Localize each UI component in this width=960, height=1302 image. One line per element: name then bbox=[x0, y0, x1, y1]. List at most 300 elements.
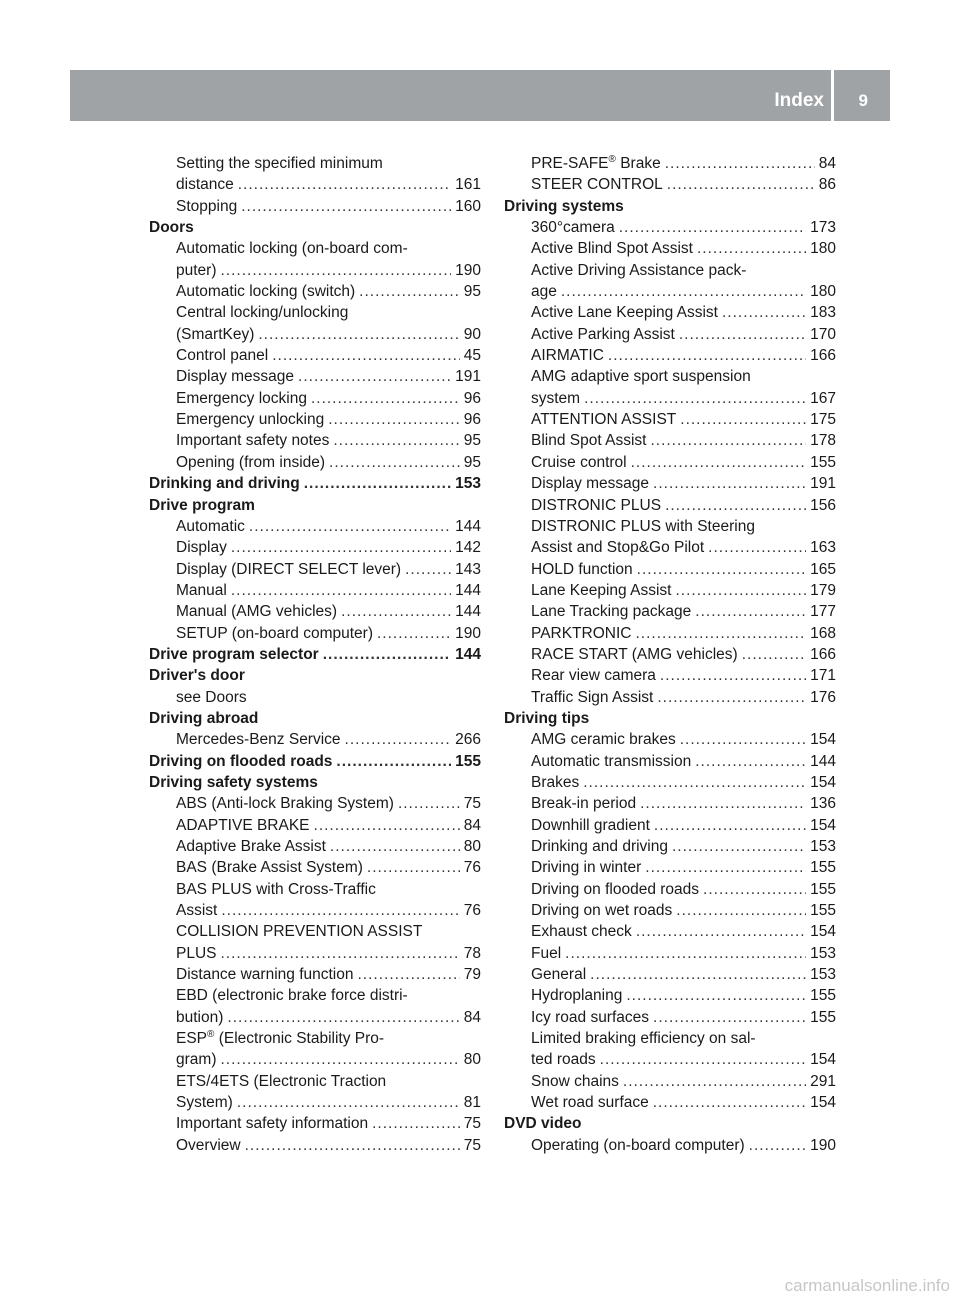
dot-leader bbox=[304, 473, 451, 494]
entry-label: Drinking and driving bbox=[531, 838, 668, 855]
entry-text bbox=[176, 793, 394, 814]
page-ref: 155 bbox=[810, 859, 836, 877]
index-subentry bbox=[504, 857, 836, 878]
index-subentry bbox=[504, 324, 836, 345]
entry-label: Active Lane Keeping Assist bbox=[531, 304, 718, 322]
entry-text bbox=[176, 836, 326, 857]
entry-label: Driver's door bbox=[149, 667, 245, 685]
entry-label: AIRMATIC bbox=[531, 347, 604, 365]
entry-label: Central locking/unlocking bbox=[176, 304, 349, 322]
entry-text bbox=[176, 537, 227, 558]
dot-leader bbox=[398, 793, 460, 814]
page-ref: 168 bbox=[810, 624, 836, 642]
index-subentry bbox=[504, 943, 836, 964]
index-subentry bbox=[149, 623, 481, 644]
page-ref: 86 bbox=[818, 176, 836, 194]
dot-leader bbox=[660, 665, 806, 686]
dot-leader bbox=[258, 324, 459, 345]
page-ref: 45 bbox=[463, 347, 481, 365]
entry-text bbox=[531, 1135, 745, 1156]
page-ref: 166 bbox=[810, 645, 836, 663]
index-subentry bbox=[504, 729, 836, 750]
dot-leader bbox=[249, 516, 451, 537]
dot-leader bbox=[405, 559, 451, 580]
dot-leader bbox=[695, 601, 806, 622]
registered-mark: ® bbox=[608, 153, 616, 165]
page-number: 9 bbox=[858, 91, 868, 110]
entry-text bbox=[176, 452, 325, 473]
entry-text bbox=[531, 751, 691, 772]
entry-text bbox=[176, 1073, 386, 1090]
dot-leader bbox=[749, 1135, 806, 1156]
page-ref: 96 bbox=[463, 389, 481, 407]
entry-label: Driving on flooded roads bbox=[531, 880, 700, 898]
dot-leader bbox=[626, 985, 806, 1006]
index-subentry bbox=[504, 238, 836, 259]
page-ref: 179 bbox=[810, 581, 836, 599]
watermark: carmanualsonline.info bbox=[784, 1276, 950, 1295]
page-ref: 84 bbox=[818, 155, 836, 172]
page-ref: 190 bbox=[810, 1136, 836, 1154]
page-ref: 190 bbox=[455, 624, 481, 642]
index-subentry-line bbox=[149, 1028, 481, 1049]
entry-text bbox=[176, 1049, 216, 1070]
entry-label: ETS/4ETS (Electronic Traction bbox=[176, 1072, 387, 1090]
header-bar bbox=[70, 70, 890, 121]
entry-label: AMG ceramic brakes bbox=[531, 731, 676, 749]
index-subentry bbox=[504, 1049, 836, 1070]
index-subentry-line bbox=[149, 687, 481, 708]
entry-label: Driving on wet roads bbox=[531, 902, 673, 920]
page-ref: 160 bbox=[455, 197, 481, 215]
index-subentry bbox=[504, 601, 836, 622]
index-subentry bbox=[504, 430, 836, 451]
entry-label: DVD video bbox=[504, 1115, 582, 1133]
index-subentry bbox=[504, 687, 836, 708]
entry-text bbox=[176, 559, 401, 580]
entry-text bbox=[531, 217, 615, 238]
entry-text bbox=[504, 1115, 582, 1132]
entry-label: PARKTRONIC bbox=[531, 624, 632, 642]
page-ref: 136 bbox=[810, 795, 836, 813]
dot-leader bbox=[584, 388, 806, 409]
page-ref: 144 bbox=[455, 581, 481, 599]
entry-text bbox=[531, 1030, 756, 1047]
dot-leader bbox=[358, 964, 460, 985]
dot-leader bbox=[231, 580, 451, 601]
entry-text bbox=[531, 262, 746, 279]
dot-leader bbox=[565, 943, 806, 964]
entry-label: 360°camera bbox=[531, 219, 615, 237]
index-subentry-line bbox=[504, 260, 836, 281]
entry-text bbox=[531, 473, 649, 494]
entry-label: ATTENTION ASSIST bbox=[531, 411, 677, 429]
entry-label: Driving on flooded roads bbox=[149, 752, 333, 770]
index-subentry bbox=[149, 857, 481, 878]
page-ref: 95 bbox=[463, 453, 481, 471]
page-ref: 75 bbox=[463, 795, 481, 813]
page-ref: 84 bbox=[463, 816, 481, 834]
entry-label: Opening (from inside) bbox=[176, 453, 326, 471]
entry-text bbox=[149, 219, 194, 236]
index-subentry bbox=[149, 537, 481, 558]
entry-label: Control panel bbox=[176, 347, 269, 365]
index-subentry bbox=[149, 559, 481, 580]
entry-text bbox=[176, 516, 245, 537]
page-ref: 155 bbox=[810, 1008, 836, 1026]
page-ref: 291 bbox=[810, 1072, 836, 1090]
entry-label: Active Driving Assistance pack- bbox=[531, 261, 747, 279]
dot-leader bbox=[722, 302, 806, 323]
entry-label: AMG adaptive sport suspension bbox=[531, 368, 751, 386]
entry-text bbox=[176, 304, 348, 321]
entry-label: SETUP (on-board computer) bbox=[176, 624, 373, 642]
dot-leader bbox=[640, 793, 806, 814]
entry-label: Doors bbox=[149, 219, 194, 237]
index-subentry bbox=[149, 430, 481, 451]
page-ref: 165 bbox=[810, 560, 836, 578]
registered-mark: ® bbox=[207, 1028, 215, 1040]
entry-text bbox=[531, 665, 656, 686]
index-subentry-line bbox=[149, 985, 481, 1006]
index-subentry bbox=[149, 1113, 481, 1134]
dot-leader bbox=[367, 857, 460, 878]
entry-label: Display bbox=[176, 539, 227, 557]
entry-text bbox=[176, 324, 254, 345]
index-subentry-line bbox=[504, 516, 836, 537]
dot-leader bbox=[631, 452, 807, 473]
dot-leader bbox=[680, 409, 806, 430]
index-subentry bbox=[504, 153, 836, 174]
page-ref: 144 bbox=[455, 603, 481, 621]
index-heading bbox=[504, 196, 836, 217]
page-ref: 84 bbox=[463, 1008, 481, 1026]
index-subentry bbox=[149, 1007, 481, 1028]
dot-leader bbox=[238, 174, 451, 195]
index-subentry-line bbox=[149, 153, 481, 174]
page-ref: 144 bbox=[455, 517, 481, 535]
entry-text bbox=[176, 409, 324, 430]
page-ref: 167 bbox=[810, 389, 836, 407]
dot-leader bbox=[221, 943, 460, 964]
dot-leader bbox=[298, 366, 451, 387]
entry-label: Drive program selector bbox=[149, 645, 319, 663]
entry-text bbox=[531, 793, 636, 814]
entry-text bbox=[531, 174, 663, 195]
index-subentry bbox=[504, 473, 836, 494]
page-ref: 154 bbox=[810, 773, 836, 791]
page-ref: 183 bbox=[810, 304, 836, 322]
entry-label: Mercedes-Benz Service bbox=[176, 731, 341, 749]
dot-leader bbox=[680, 729, 806, 750]
index-subentry bbox=[504, 921, 836, 942]
page-ref: 166 bbox=[810, 347, 836, 365]
entry-label: Adaptive Brake Assist bbox=[176, 838, 326, 855]
page-ref: 154 bbox=[810, 731, 836, 749]
entry-text bbox=[176, 689, 247, 706]
page-ref: 155 bbox=[455, 752, 481, 770]
entry-label: Brakes bbox=[531, 773, 580, 791]
index-heading bbox=[149, 495, 481, 516]
page-ref: 81 bbox=[463, 1094, 481, 1112]
dot-leader bbox=[221, 260, 452, 281]
entry-label: STEER CONTROL bbox=[531, 176, 663, 194]
index-heading bbox=[149, 665, 481, 686]
entry-label: Emergency unlocking bbox=[176, 411, 325, 429]
entry-text bbox=[531, 518, 755, 535]
page-ref: 191 bbox=[455, 368, 481, 386]
entry-label: Downhill gradient bbox=[531, 816, 650, 834]
entry-text bbox=[531, 836, 668, 857]
page-ref: 175 bbox=[810, 411, 836, 429]
entry-text bbox=[531, 324, 675, 345]
dot-leader bbox=[241, 196, 451, 217]
dot-leader bbox=[377, 623, 451, 644]
index-column-right bbox=[504, 153, 836, 1156]
entry-text bbox=[176, 1030, 384, 1047]
entry-label: system bbox=[531, 389, 581, 407]
entry-label: Rear view camera bbox=[531, 667, 656, 685]
dot-leader bbox=[679, 324, 806, 345]
dot-leader bbox=[672, 836, 806, 857]
index-subentry bbox=[504, 1071, 836, 1092]
dot-leader bbox=[653, 473, 806, 494]
page-ref: 75 bbox=[463, 1136, 481, 1154]
index-subentry bbox=[504, 452, 836, 473]
entry-label: PLUS bbox=[176, 944, 217, 962]
entry-label: Stopping bbox=[176, 197, 238, 215]
entry-label: Display message bbox=[531, 475, 650, 493]
index-subentry bbox=[149, 729, 481, 750]
index-subentry bbox=[149, 1135, 481, 1156]
entry-text bbox=[531, 495, 661, 516]
entry-label: Driving systems bbox=[504, 197, 624, 215]
page-ref: 143 bbox=[455, 560, 481, 578]
index-subentry bbox=[149, 601, 481, 622]
dot-leader bbox=[220, 1049, 459, 1070]
page-ref: 155 bbox=[810, 880, 836, 898]
entry-text bbox=[531, 368, 751, 385]
entry-label: (SmartKey) bbox=[176, 325, 255, 343]
page-ref: 155 bbox=[810, 902, 836, 920]
index-subentry-line bbox=[149, 1071, 481, 1092]
page-ref: 155 bbox=[810, 987, 836, 1005]
index-subentry bbox=[504, 772, 836, 793]
entry-label: Automatic transmission bbox=[531, 752, 692, 770]
dot-leader bbox=[272, 345, 460, 366]
index-subentry bbox=[149, 900, 481, 921]
index-subentry bbox=[149, 793, 481, 814]
dot-leader bbox=[650, 430, 806, 451]
index-subentry bbox=[504, 900, 836, 921]
page-ref: 163 bbox=[810, 539, 836, 557]
entry-label: Drive program bbox=[149, 496, 255, 514]
index-column-left bbox=[149, 153, 481, 1156]
entry-text bbox=[531, 644, 738, 665]
index-subentry bbox=[149, 366, 481, 387]
page-ref: 76 bbox=[463, 859, 481, 877]
dot-leader bbox=[333, 430, 459, 451]
index-subentry bbox=[504, 623, 836, 644]
entry-label: Automatic locking (switch) bbox=[176, 283, 356, 301]
entry-label: Wet road surface bbox=[531, 1094, 649, 1112]
entry-text bbox=[531, 623, 631, 644]
page-ref: 153 bbox=[810, 838, 836, 855]
entry-label: gram) bbox=[176, 1051, 217, 1069]
page-ref: 170 bbox=[810, 325, 836, 343]
entry-text bbox=[176, 857, 363, 878]
entry-label: ADAPTIVE BRAKE bbox=[176, 816, 310, 834]
page-ref: 180 bbox=[810, 240, 836, 258]
index-subentry bbox=[504, 665, 836, 686]
entry-label: Break-in period bbox=[531, 795, 637, 813]
entry-label: HOLD function bbox=[531, 560, 633, 578]
page-ref: 80 bbox=[463, 1051, 481, 1069]
index-subentry-line bbox=[149, 879, 481, 900]
index-subentry bbox=[149, 345, 481, 366]
page-ref: 153 bbox=[455, 475, 481, 493]
index-subentry bbox=[504, 1092, 836, 1113]
dot-leader bbox=[561, 281, 806, 302]
entry-text bbox=[176, 923, 422, 940]
entry-text bbox=[176, 155, 383, 172]
dot-leader bbox=[590, 964, 806, 985]
entry-text bbox=[176, 388, 307, 409]
entry-label: Operating (on-board computer) bbox=[531, 1136, 745, 1154]
dot-leader bbox=[314, 815, 460, 836]
entry-text bbox=[504, 198, 624, 215]
dot-leader bbox=[372, 1113, 460, 1134]
entry-text bbox=[531, 964, 586, 985]
entry-text bbox=[531, 430, 646, 451]
index-heading bbox=[149, 217, 481, 238]
entry-text bbox=[531, 943, 561, 964]
index-subentry bbox=[149, 815, 481, 836]
entry-text bbox=[176, 729, 341, 750]
dot-leader bbox=[676, 900, 806, 921]
entry-label-cont: Brake bbox=[615, 155, 661, 172]
dot-leader bbox=[623, 1071, 806, 1092]
dot-leader bbox=[665, 153, 815, 174]
index-subentry bbox=[149, 196, 481, 217]
entry-text bbox=[176, 1007, 223, 1028]
entry-text bbox=[531, 687, 653, 708]
page-ref: 79 bbox=[463, 966, 481, 984]
entry-label: Limited braking efficiency on sal- bbox=[531, 1030, 756, 1048]
entry-label: Exhaust check bbox=[531, 923, 632, 941]
page-ref: 142 bbox=[455, 539, 481, 557]
entry-text bbox=[149, 667, 245, 684]
page-ref: 75 bbox=[463, 1115, 481, 1133]
index-subentry bbox=[149, 964, 481, 985]
entry-label: Traffic Sign Assist bbox=[531, 688, 654, 706]
entry-text bbox=[531, 921, 632, 942]
dot-leader bbox=[329, 452, 460, 473]
entry-text bbox=[531, 729, 676, 750]
entry-label: see Doors bbox=[176, 688, 247, 706]
index-subentry bbox=[504, 559, 836, 580]
entry-label: Icy road surfaces bbox=[531, 1008, 650, 1026]
entry-text bbox=[176, 987, 408, 1004]
page-ref: 78 bbox=[463, 944, 481, 962]
index-subentry bbox=[504, 793, 836, 814]
dot-leader bbox=[608, 345, 806, 366]
index-subentry bbox=[149, 174, 481, 195]
entry-text bbox=[531, 345, 604, 366]
dot-leader bbox=[637, 559, 806, 580]
index-subentry bbox=[149, 943, 481, 964]
dot-leader bbox=[657, 687, 806, 708]
entry-label: General bbox=[531, 966, 587, 984]
entry-label: Setting the specified minimum bbox=[176, 155, 383, 172]
index-subentry bbox=[149, 452, 481, 473]
entry-label: ted roads bbox=[531, 1051, 596, 1069]
entry-label: Driving safety systems bbox=[149, 773, 318, 791]
entry-text bbox=[176, 900, 217, 921]
page-ref: 153 bbox=[810, 966, 836, 984]
entry-text bbox=[176, 345, 268, 366]
entry-label: Assist bbox=[176, 902, 218, 920]
index-subentry-line bbox=[504, 1028, 836, 1049]
dot-leader bbox=[600, 1049, 806, 1070]
entry-text bbox=[531, 1092, 649, 1113]
entry-label: puter) bbox=[176, 261, 217, 279]
entry-text bbox=[176, 964, 354, 985]
entry-text bbox=[176, 260, 217, 281]
index-subentry bbox=[504, 345, 836, 366]
dot-leader bbox=[311, 388, 460, 409]
entry-text bbox=[531, 452, 627, 473]
dot-leader bbox=[675, 580, 806, 601]
entry-label: Driving abroad bbox=[149, 709, 259, 727]
page-ref: 154 bbox=[810, 816, 836, 834]
entry-text bbox=[176, 366, 294, 387]
entry-label: Lane Tracking package bbox=[531, 603, 692, 621]
index-subentry bbox=[149, 580, 481, 601]
entry-label: Active Blind Spot Assist bbox=[531, 240, 693, 258]
entry-label-cont: (Electronic Stability Pro- bbox=[214, 1030, 385, 1048]
entry-text bbox=[531, 281, 557, 302]
entry-label: DISTRONIC PLUS bbox=[531, 496, 662, 514]
entry-text bbox=[531, 772, 579, 793]
entry-label: bution) bbox=[176, 1008, 224, 1026]
dot-leader bbox=[345, 729, 452, 750]
index-heading bbox=[149, 772, 481, 793]
entry-label: Cruise control bbox=[531, 453, 627, 471]
entry-label: Drinking and driving bbox=[149, 475, 300, 493]
entry-text bbox=[531, 985, 622, 1006]
dot-leader bbox=[583, 772, 806, 793]
entry-text bbox=[176, 174, 234, 195]
entry-text bbox=[531, 302, 718, 323]
entry-label: Driving tips bbox=[504, 709, 590, 727]
dot-leader bbox=[341, 601, 451, 622]
entry-label: Overview bbox=[176, 1136, 241, 1154]
entry-label: Display message bbox=[176, 368, 295, 386]
index-subentry bbox=[504, 879, 836, 900]
entry-text bbox=[531, 1007, 649, 1028]
index-heading bbox=[149, 751, 481, 772]
page-ref: 76 bbox=[463, 902, 481, 920]
dot-leader bbox=[359, 281, 460, 302]
dot-leader bbox=[697, 238, 806, 259]
entry-text bbox=[176, 1135, 241, 1156]
dot-leader bbox=[237, 1092, 460, 1113]
entry-label: Distance warning function bbox=[176, 966, 354, 984]
index-subentry bbox=[504, 217, 836, 238]
index-subentry bbox=[149, 836, 481, 857]
entry-label: Hydroplaning bbox=[531, 987, 623, 1005]
